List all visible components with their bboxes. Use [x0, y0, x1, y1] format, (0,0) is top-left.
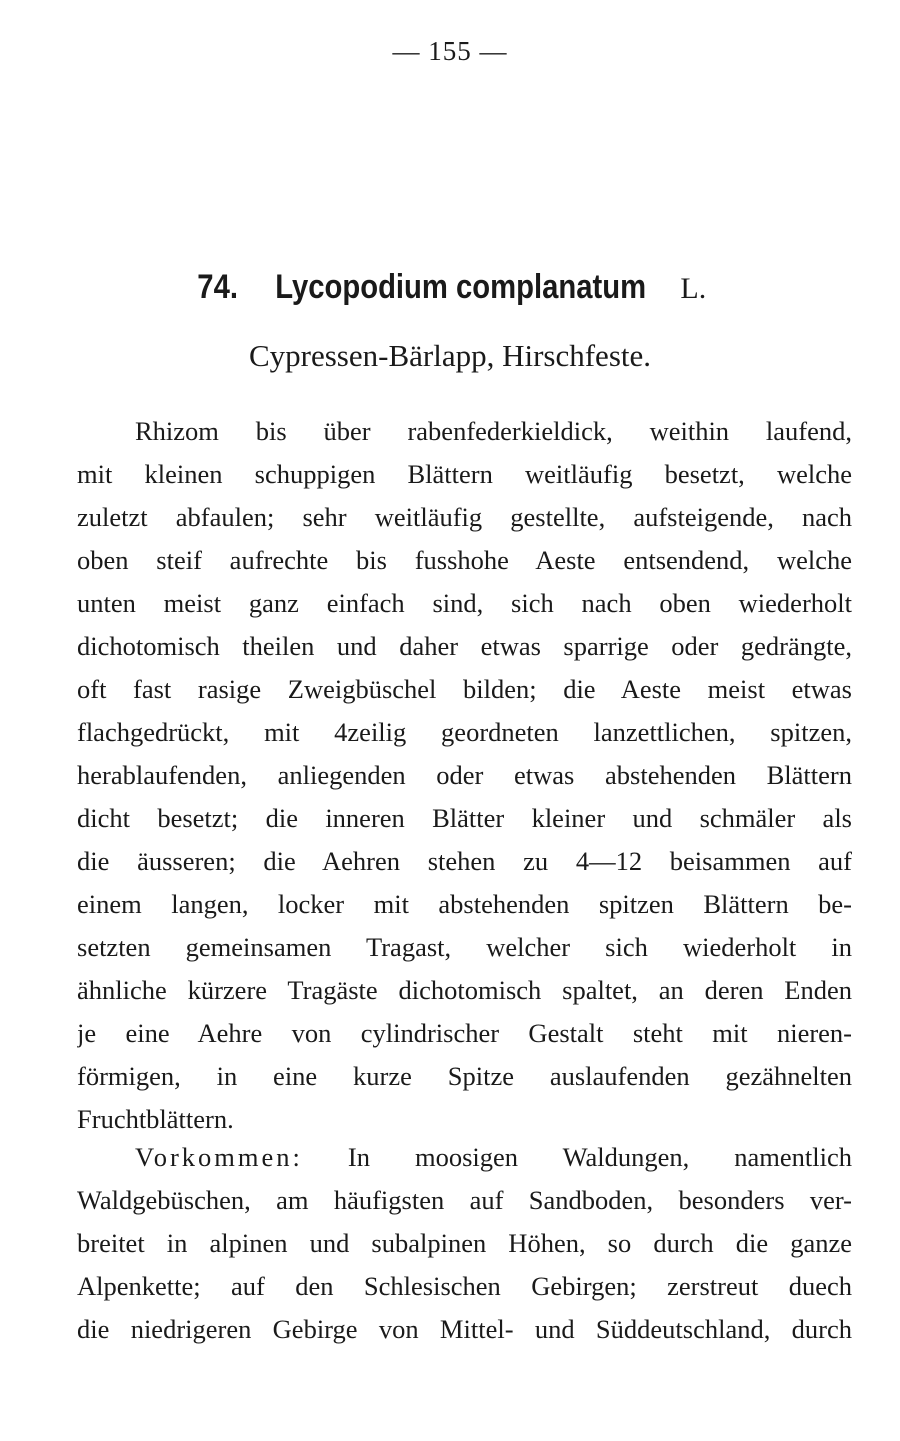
text-line: Rhizom bis über rabenfederkieldick, weithin laufend,	[135, 416, 852, 446]
occurrence-first-line	[77, 1136, 852, 1179]
text-line: zuletzt abfaulen; sehr weitläufig gestellte, aufsteigende, nach	[77, 502, 852, 532]
species-number: 74.	[197, 268, 238, 306]
page-number: — 155 —	[392, 36, 508, 66]
text-line: einem langen, locker mit abstehenden spitzen Blättern be-	[77, 889, 852, 919]
text-line: dichotomisch theilen und daher etwas sparrige oder gedrängte,	[77, 631, 852, 661]
text-line: dicht besetzt; die inneren Blätter kleiner und schmäler als	[77, 803, 852, 833]
text-line: Fruchtblättern.	[77, 1104, 234, 1134]
text-line: herablaufenden, anliegenden oder etwas abstehenden Blättern	[77, 760, 852, 790]
occurrence-paragraph	[77, 1136, 852, 1351]
species-heading	[0, 268, 900, 307]
description-paragraph	[77, 410, 852, 1141]
species-name: Lycopodium complanatum	[275, 268, 647, 306]
text-line: die niedrigeren Gebirge von Mittel- und Süddeutschland, durch	[77, 1314, 852, 1344]
text-line: breitet in alpinen und subalpinen Höhen, so durch die ganze	[77, 1228, 852, 1258]
text-line: die äusseren; die Aehren stehen zu 4—12 beisammen auf	[77, 846, 852, 876]
text-line: oben steif aufrechte bis fusshohe Aeste entsendend, welche	[77, 545, 852, 575]
text-line: unten meist ganz einfach sind, sich nach oben wiederholt	[77, 588, 852, 618]
text-line: Alpenkette; auf den Schlesischen Gebirgen; zerstreut duech	[77, 1271, 852, 1301]
text-line: flachgedrückt, mit 4zeilig geordneten lanzettlichen, spitzen,	[77, 717, 852, 747]
text-line: förmigen, in eine kurze Spitze auslaufenden gezähnelten	[77, 1061, 852, 1091]
text-line: setzten gemeinsamen Tragast, welcher sich wiederholt in	[77, 932, 852, 962]
occurrence-first-line-text: In moosigen Waldungen, namentlich	[347, 1142, 852, 1172]
occurrence-label: Vorkommen:	[135, 1142, 303, 1172]
text-line: je eine Aehre von cylindrischer Gestalt steht mit nieren-	[77, 1018, 852, 1048]
text-line: Waldgebüschen, am häufigsten auf Sandboden, besonders ver-	[77, 1185, 852, 1215]
common-names: Cypressen-Bärlapp, Hirschfeste.	[248, 338, 652, 373]
text-line: ähnliche kürzere Tragäste dichotomisch spaltet, an deren Enden	[77, 975, 852, 1005]
text-line: mit kleinen schuppigen Blättern weitläufig besetzt, welche	[77, 459, 852, 489]
text-line: oft fast rasige Zweigbüschel bilden; die Aeste meist etwas	[77, 674, 852, 704]
species-author: L.	[680, 272, 707, 305]
